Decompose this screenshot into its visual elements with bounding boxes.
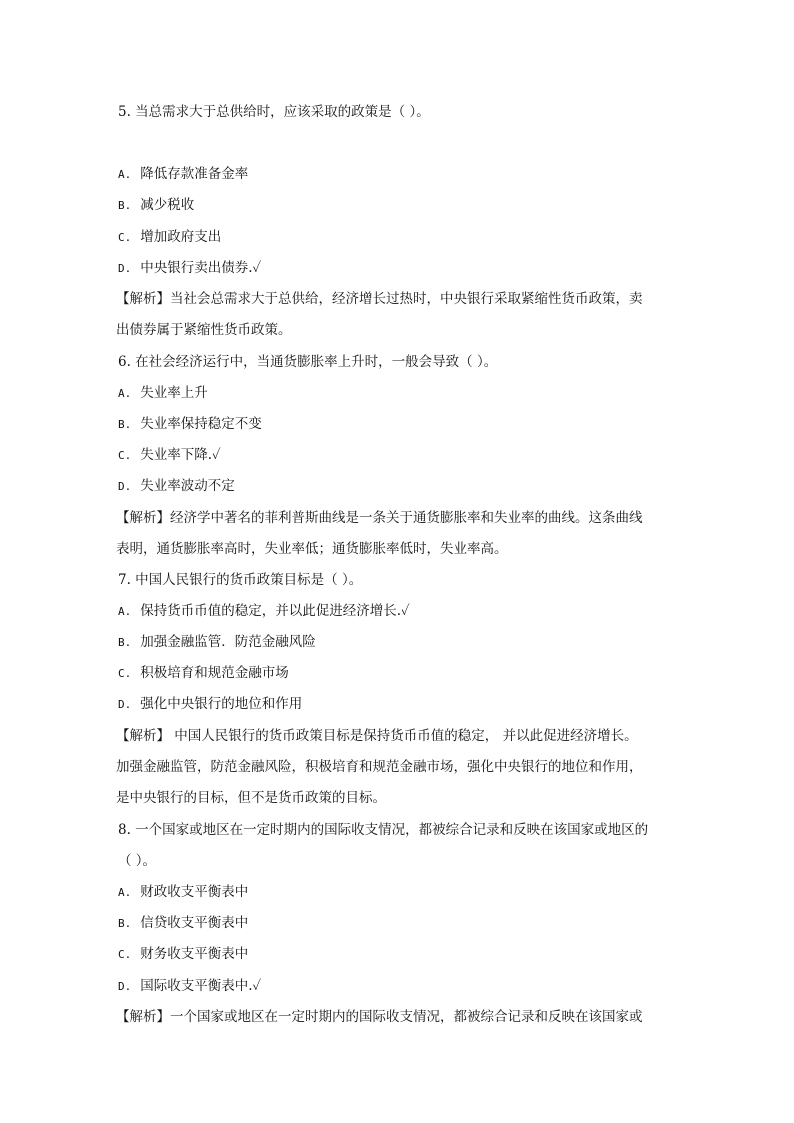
- analysis-line: 【解析】经济学中著名的菲利普斯曲线是一条关于通货膨胀率和失业率的曲线。这条曲线: [116, 510, 643, 526]
- analysis-line: 【解析】当社会总需求大于总供给，经济增长过热时，中央银行采取紧缩性货币政策，卖: [116, 291, 643, 307]
- option-c: [118, 445, 221, 466]
- option-b: [118, 632, 316, 653]
- question-stem-continued: （ ）。: [118, 853, 157, 869]
- option-text: 积极培育和规范金融市场: [140, 665, 289, 681]
- option-letter: A.: [118, 168, 132, 181]
- option-text: 财政收支平衡表中: [140, 884, 249, 900]
- option-d: [118, 476, 235, 497]
- option-letter: C.: [118, 449, 132, 462]
- option-text: 财务收支平衡表中: [140, 946, 249, 962]
- option-letter: B.: [118, 418, 132, 431]
- option-letter: B.: [118, 917, 132, 930]
- option-b: [118, 195, 194, 216]
- option-letter: A.: [118, 886, 132, 899]
- option-text: 保持货币币值的稳定，并以此促进经济增长.✓: [140, 603, 410, 619]
- option-text: 中央银行卖出债券.✓: [140, 260, 262, 276]
- option-letter: C.: [118, 231, 132, 244]
- option-a: [118, 383, 208, 404]
- question-stem: 6. 在社会经济运行中，当通货膨胀率上升时，一般会导致（ ）。: [118, 354, 498, 370]
- option-text: 降低存款准备金率: [140, 166, 249, 182]
- analysis-line: 【解析】 中国人民银行的货币政策目标是保持货币币值的稳定， 并以此促进经济增长。: [116, 728, 638, 744]
- analysis-line: 出债券属于紧缩性货币政策。: [116, 322, 292, 338]
- option-text: 国际收支平衡表中.✓: [140, 978, 262, 994]
- option-c: [118, 663, 289, 684]
- question-stem: 5. 当总需求大于总供给时，应该采取的政策是（ ）。: [118, 104, 430, 120]
- option-letter: A.: [118, 387, 132, 400]
- option-text: 信贷收支平衡表中: [140, 915, 249, 931]
- option-b: [118, 414, 262, 435]
- question-stem: 7. 中国人民银行的货币政策目标是（ ）。: [118, 572, 363, 588]
- option-text: 强化中央银行的地位和作用: [140, 696, 303, 712]
- analysis-line: 加强金融监管，防范金融风险，积极培育和规范金融市场，强化中央银行的地位和作用，: [116, 759, 643, 775]
- option-c: [118, 944, 248, 965]
- option-c: [118, 227, 221, 248]
- option-text: 减少税收: [140, 197, 195, 213]
- question-stem: 8. 一个国家或地区在一定时期内的国际收支情况，都被综合记录和反映在该国家或地区的: [118, 822, 649, 838]
- option-a: [118, 164, 248, 185]
- option-letter: B.: [118, 636, 132, 649]
- option-text: 失业率下降.✓: [140, 447, 221, 463]
- option-letter: C.: [118, 948, 132, 961]
- option-letter: C.: [118, 667, 132, 680]
- option-a: [118, 601, 410, 622]
- option-b: [118, 913, 248, 934]
- option-text: 失业率波动不定: [140, 478, 235, 494]
- option-text: 失业率上升: [140, 385, 208, 401]
- option-letter: D.: [118, 698, 132, 711]
- option-a: [118, 882, 248, 903]
- option-letter: A.: [118, 605, 132, 618]
- option-text: 加强金融监管．防范金融风险: [140, 634, 316, 650]
- analysis-line: 【解析】一个国家或地区在一定时期内的国际收支情况，都被综合记录和反映在该国家或: [116, 1009, 643, 1025]
- option-letter: B.: [118, 199, 132, 212]
- analysis-line: 表明，通货膨胀率高时，失业率低；通货膨胀率低时，失业率高。: [116, 541, 508, 557]
- option-letter: D.: [118, 480, 132, 493]
- option-letter: D.: [118, 980, 132, 993]
- option-text: 增加政府支出: [140, 229, 222, 245]
- option-d: [118, 694, 302, 715]
- option-letter: D.: [118, 262, 132, 275]
- option-d: [118, 976, 261, 997]
- option-text: 失业率保持稳定不变: [140, 416, 262, 432]
- option-d: [118, 258, 261, 279]
- analysis-line: 是中央银行的目标，但不是货币政策的目标。: [116, 790, 386, 806]
